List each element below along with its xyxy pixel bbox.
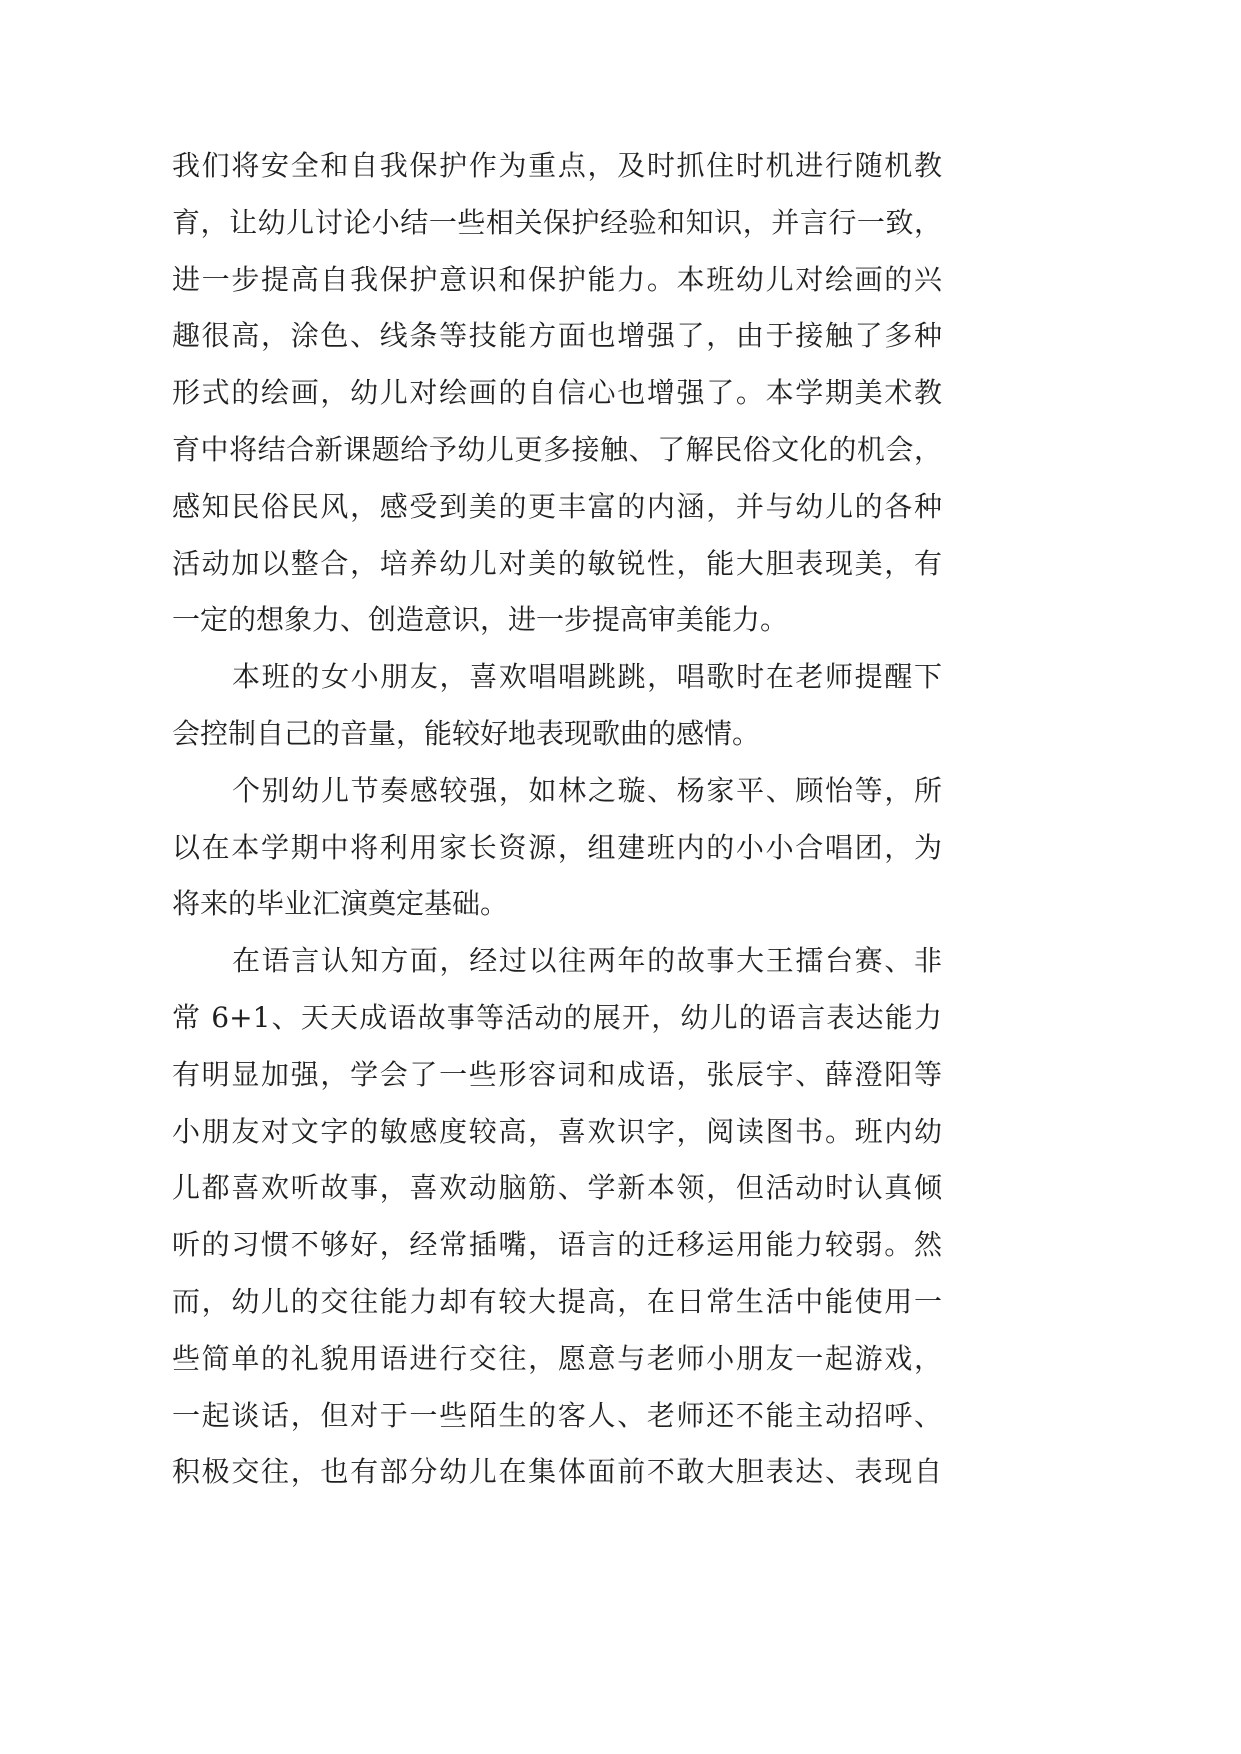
text-line: 趣很高，涂色、线条等技能方面也增强了，由于接触了多种 bbox=[172, 319, 942, 353]
text-line: 些简单的礼貌用语进行交往，愿意与老师小朋友一起游戏， bbox=[172, 1341, 942, 1375]
text-line: 形式的绘画，幼儿对绘画的自信心也增强了。本学期美术教 bbox=[172, 376, 942, 410]
paragraph-language bbox=[172, 933, 942, 1501]
paragraph-singing bbox=[172, 649, 942, 763]
text-line: 进一步提高自我保护意识和保护能力。本班幼儿对绘画的兴 bbox=[172, 262, 942, 296]
text-line: 活动加以整合，培养幼儿对美的敏锐性，能大胆表现美，有 bbox=[172, 546, 942, 580]
text-line: 将来的毕业汇演奠定基础。 bbox=[172, 887, 509, 921]
text-line: 育中将结合新课题给予幼儿更多接触、了解民俗文化的机会， bbox=[172, 432, 942, 466]
text-line: 小朋友对文字的敏感度较高，喜欢识字，阅读图书。班内幼 bbox=[172, 1114, 942, 1148]
text-line: 个别幼儿节奏感较强，如林之璇、杨家平、顾怡等，所 bbox=[232, 773, 942, 807]
text-line: 而，幼儿的交往能力却有较大提高，在日常生活中能使用一 bbox=[172, 1284, 942, 1318]
text-line: 育，让幼儿讨论小结一些相关保护经验和知识，并言行一致， bbox=[172, 205, 942, 239]
text-line: 听的习惯不够好，经常插嘴，语言的迁移运用能力较弱。然 bbox=[172, 1228, 942, 1262]
text-line: 以在本学期中将利用家长资源，组建班内的小小合唱团，为 bbox=[172, 830, 942, 864]
text-line: 本班的女小朋友，喜欢唱唱跳跳，唱歌时在老师提醒下 bbox=[232, 660, 942, 694]
text-line: 有明显加强，学会了一些形容词和成语，张辰宇、薛澄阳等 bbox=[172, 1057, 942, 1091]
text-line: 在语言认知方面，经过以往两年的故事大王擂台赛、非 bbox=[232, 944, 942, 978]
paragraph-rhythm-choir bbox=[172, 763, 942, 933]
text-line: 一定的想象力、创造意识，进一步提高审美能力。 bbox=[172, 603, 789, 637]
text-line: 会控制自己的音量，能较好地表现歌曲的感情。 bbox=[172, 716, 761, 750]
text-line: 我们将安全和自我保护作为重点，及时抓住时机进行随机教 bbox=[172, 149, 942, 182]
text-line: 感知民俗民风，感受到美的更丰富的内涵，并与幼儿的各种 bbox=[172, 489, 942, 523]
text-line: 常 6+1、天天成语故事等活动的展开，幼儿的语言表达能力 bbox=[172, 1000, 942, 1034]
text-line: 儿都喜欢听故事，喜欢动脑筋、学新本领，但活动时认真倾 bbox=[172, 1171, 942, 1205]
body-text bbox=[172, 138, 942, 1501]
text-line: 一起谈话，但对于一些陌生的客人、老师还不能主动招呼、 bbox=[172, 1398, 942, 1432]
text-line: 积极交往，也有部分幼儿在集体面前不敢大胆表达、表现自 bbox=[172, 1455, 942, 1489]
paragraph-safety-and-art bbox=[172, 138, 942, 649]
